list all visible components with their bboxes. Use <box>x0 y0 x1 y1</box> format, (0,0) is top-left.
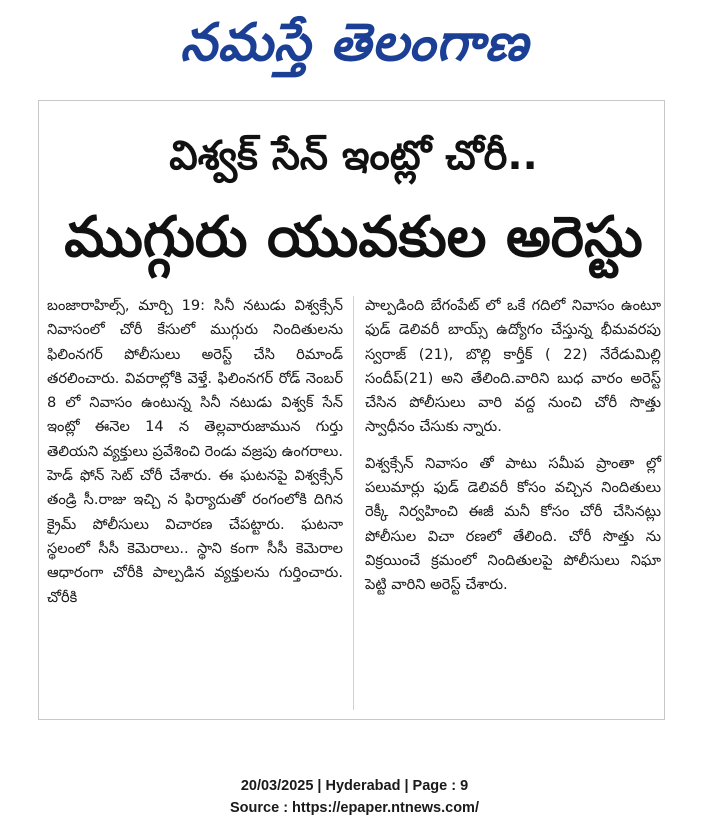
footer-source-line: Source : https://epaper.ntnews.com/ <box>230 800 479 816</box>
headline-line-2: ముగ్గురు యువకుల అరెస్టు <box>64 205 643 270</box>
column-divider <box>353 296 354 710</box>
article-paragraph: పాల్పడింది బేగంపేట్ లో ఒకే గదిలో నివాసం ఉంటూ ఫుడ్ డెలివరీ బాయ్స్ ఉద్యోగం చేస్తున్న భీమవరపు స్వరాజ్ (21), బొల్లి కార్తీక్ ( 22) నేరేడుమిల్లి సందీప్(21) అని తేలింది.వారిని బుధ వారం అరెస్ట్ చేసిన పోలీసులు వారి వద్ద నుంచి చోరీ సొత్తు స్వాధీనం చేసుకు న్నారు. <box>365 297 661 436</box>
masthead-logo: నమస్తే తెలంగాణ <box>180 12 529 73</box>
article-paragraph: బంజారాహిల్స్, మార్చి 19: సినీ నటుడు విశ్వక్సేన్ నివాసంలో చోరీ కేసులో ముగ్గురు నిందితులను ఫిలింనగర్ పోలీసులు అరెస్ట్ చేసి రిమాండ్ తరలించారు. వివరాల్లోకి వెళ్తే. ఫిలింనగర్ రోడ్ నెంబర్ 8 లో నివాసం ఉంటున్న సినీ నటుడు విశ్వక్ సేన్ ఇంట్లో ఈనెల 14 న తెల్లవారుజామున గుర్తు తెలియని వ్యక్తులు ప్రవేశించి రెండు వజ్రపు ఉంగరాలు. హెడ్ ఫోన్ సెట్ చోరీ చేశారు. ఈ ఘటనపై విశ్వక్సేన్ తండ్రి సీ.రాజు ఇచ్చి న ఫిర్యాదుతో రంగంలోకి దిగిన క్రైమ్ పోలీసులు విచారణ చేపట్టారు. ఘటనా స్థలంలో సీసీ కెమెరాలు.. స్థాని కంగా సీసీ కెమెరాల ఆధారంగా చోరీకి పాల్పడిన వ్యక్తులను గుర్తించారు. చోరీకి <box>47 297 343 606</box>
article-column-right <box>365 294 661 598</box>
article-paragraph: విశ్వక్సేన్ నివాసం తో పాటు సమీప ప్రాంతా ల్లో పలుమార్లు ఫుడ్ డెలివరీ కోసం వచ్చిన నిందితులు రెక్కీ నిర్వహించి ఈజీ మనీ కోసం చోరీ చేసినట్లు పోలీసుల విచా రణలో తేలింది. చోరీ సొత్తు ను విక్రయించే క్రమంలో నిందితులపై పోలీసులు నిఘా పెట్టి వారిని అరెస్ట్ చేశారు. <box>365 454 661 594</box>
article-column-left <box>47 294 343 610</box>
headline-line-1: విశ్వక్ సేన్ ఇంట్లో చోరీ.. <box>169 133 538 179</box>
footer-date-line: 20/03/2025 | Hyderabad | Page : 9 <box>240 778 469 794</box>
